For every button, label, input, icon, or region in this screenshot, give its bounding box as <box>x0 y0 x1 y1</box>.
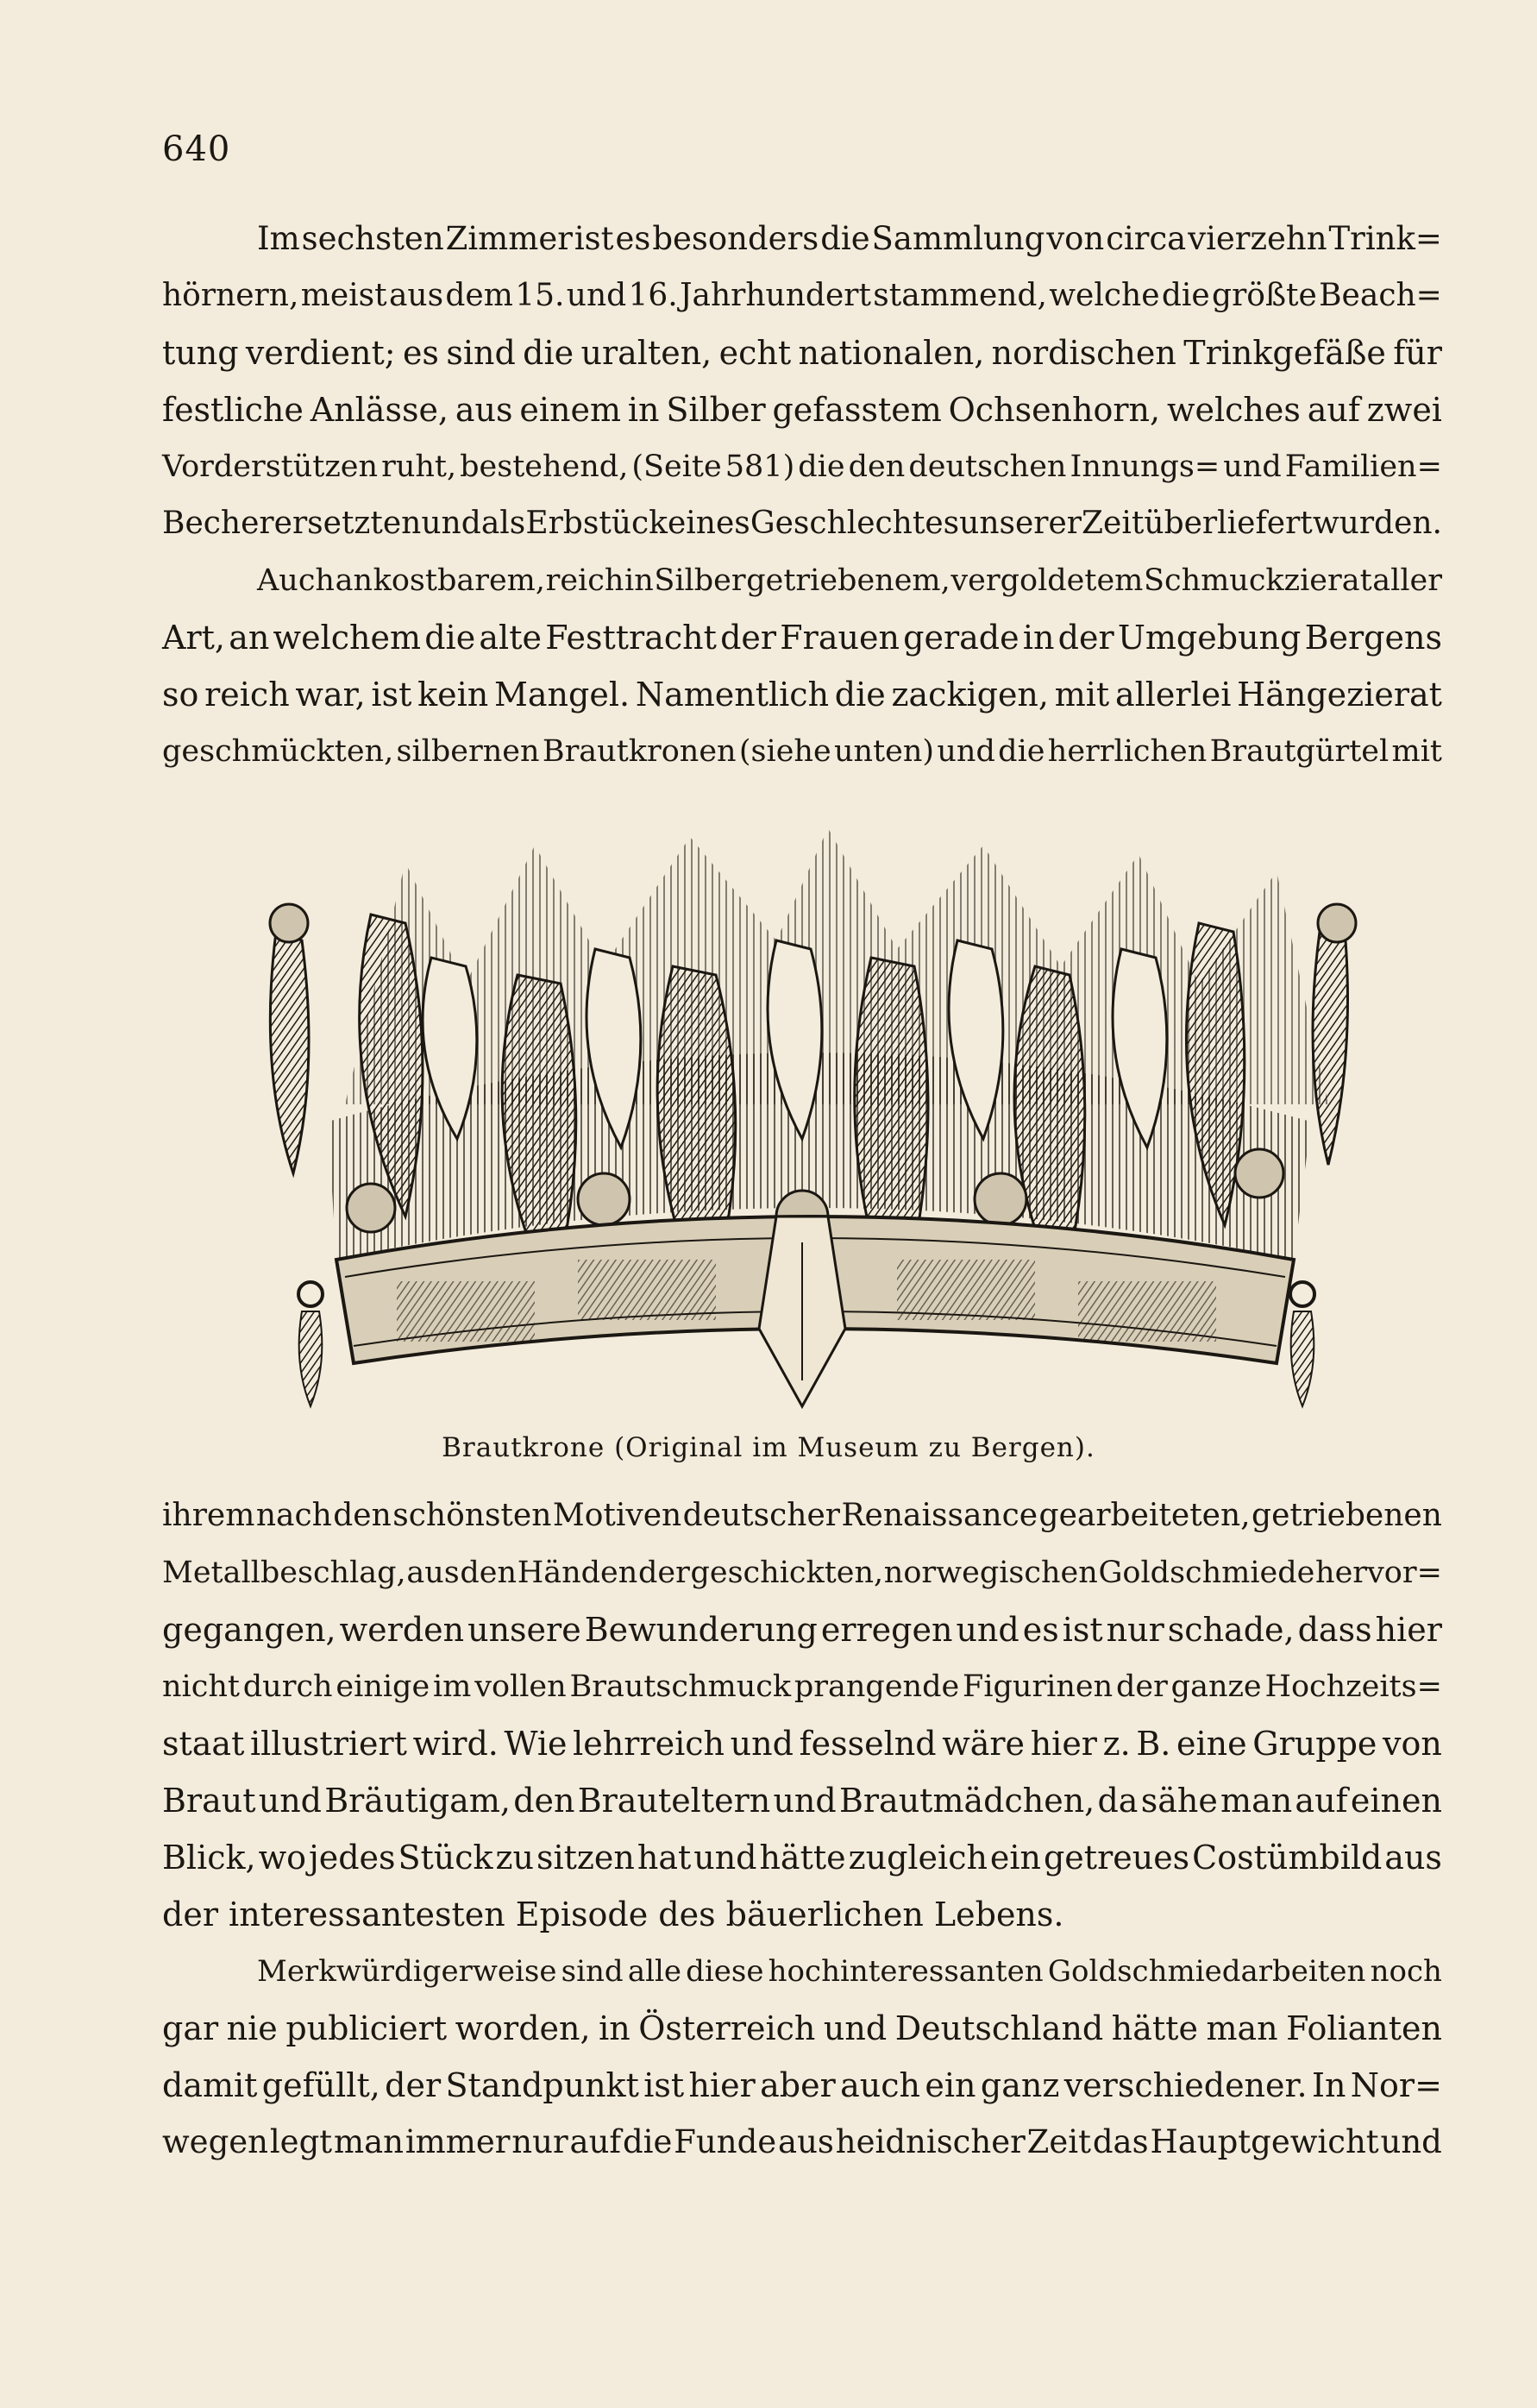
text-line: Auch an kostbarem, reich in Silber getriebenem, vergoldetem Schmuckzierat aller <box>257 563 1442 598</box>
text-line: wegen legt man immer nur auf die Funde aus heidnischer Zeit das Hauptgewicht und <box>162 2123 1442 2160</box>
text-line: geschmückten, silbernen Brautkronen (siehe unten) und die herrlichen Brautgürtel mit <box>162 734 1442 769</box>
text-line: Art, an welchem die alte Festtracht der Frauen gerade in der Umgebung Bergens <box>162 619 1442 657</box>
text-line: festliche Anlässe, aus einem in Silber gefasstem Ochsenhorn, welches auf zwei <box>162 391 1442 429</box>
text-line: damit gefüllt, der Standpunkt ist hier aber auch ein ganz verschiedener. In Nor= <box>162 2066 1442 2104</box>
text-line: ihrem nach den schönsten Motiven deutscher Renaissance gearbeiteten, getriebenen <box>162 1498 1442 1533</box>
page-number: 640 <box>162 129 231 169</box>
text-line: gegangen, werden unsere Bewunderung erregen und es ist nur schade, dass hier <box>162 1611 1442 1649</box>
paragraph-top <box>162 211 1442 780</box>
figure-caption: Brautkrone (Original im Museum zu Bergen). <box>442 1432 1095 1463</box>
paragraph-bottom <box>162 1487 1442 2171</box>
text-line: Blick, wo jedes Stück zu sitzen hat und hätte zugleich ein getreues Costümbild aus <box>162 1839 1442 1877</box>
text-line: nicht durch einige im vollen Brautschmuck prangende Figurinen der ganze Hochzeits= <box>162 1669 1442 1704</box>
text-line: tung verdient; es sind die uralten, echt nationalen, nordischen Trinkgefäße für <box>162 334 1442 372</box>
text-line: Vorderstützen ruht, bestehend, (Seite 581) die den deutschen Innungs= und Familien= <box>162 450 1442 484</box>
text-line: Becher ersetzten und als Erbstück eines Geschlechtes unserer Zeit überliefert wurden. <box>162 506 1442 541</box>
text-line: Braut und Bräutigam, den Brauteltern und Brautmädchen, da sähe man auf einen <box>162 1782 1442 1820</box>
text-line: hörnern, meist aus dem 15. und 16. Jahrhundert stammend, welche die größte Beach= <box>162 278 1442 313</box>
bridal-crown-illustration <box>207 811 1406 1415</box>
bridal-crown-engraving-icon <box>207 811 1406 1415</box>
text-line: staat illustriert wird. Wie lehrreich und fesselnd wäre hier z. B. eine Gruppe von <box>162 1725 1442 1763</box>
text-line: Metallbeschlag, aus den Händen der geschickten, norwegischen Goldschmiede hervor= <box>162 1556 1442 1590</box>
text-line: so reich war, ist kein Mangel. Namentlich die zackigen, mit allerlei Hängezierat <box>162 676 1442 714</box>
text-line: der interessantesten Episode des bäuerlichen Lebens. <box>162 1896 1064 1933</box>
text-line: gar nie publiciert worden, in Österreich und Deutschland hätte man Folianten <box>162 2009 1442 2047</box>
text-line: Im sechsten Zimmer ist es besonders die Sammlung von circa vierzehn Trink= <box>257 220 1442 257</box>
text-line: Merkwürdigerweise sind alle diese hochinteressanten Goldschmiedarbeiten noch <box>257 1954 1442 1989</box>
